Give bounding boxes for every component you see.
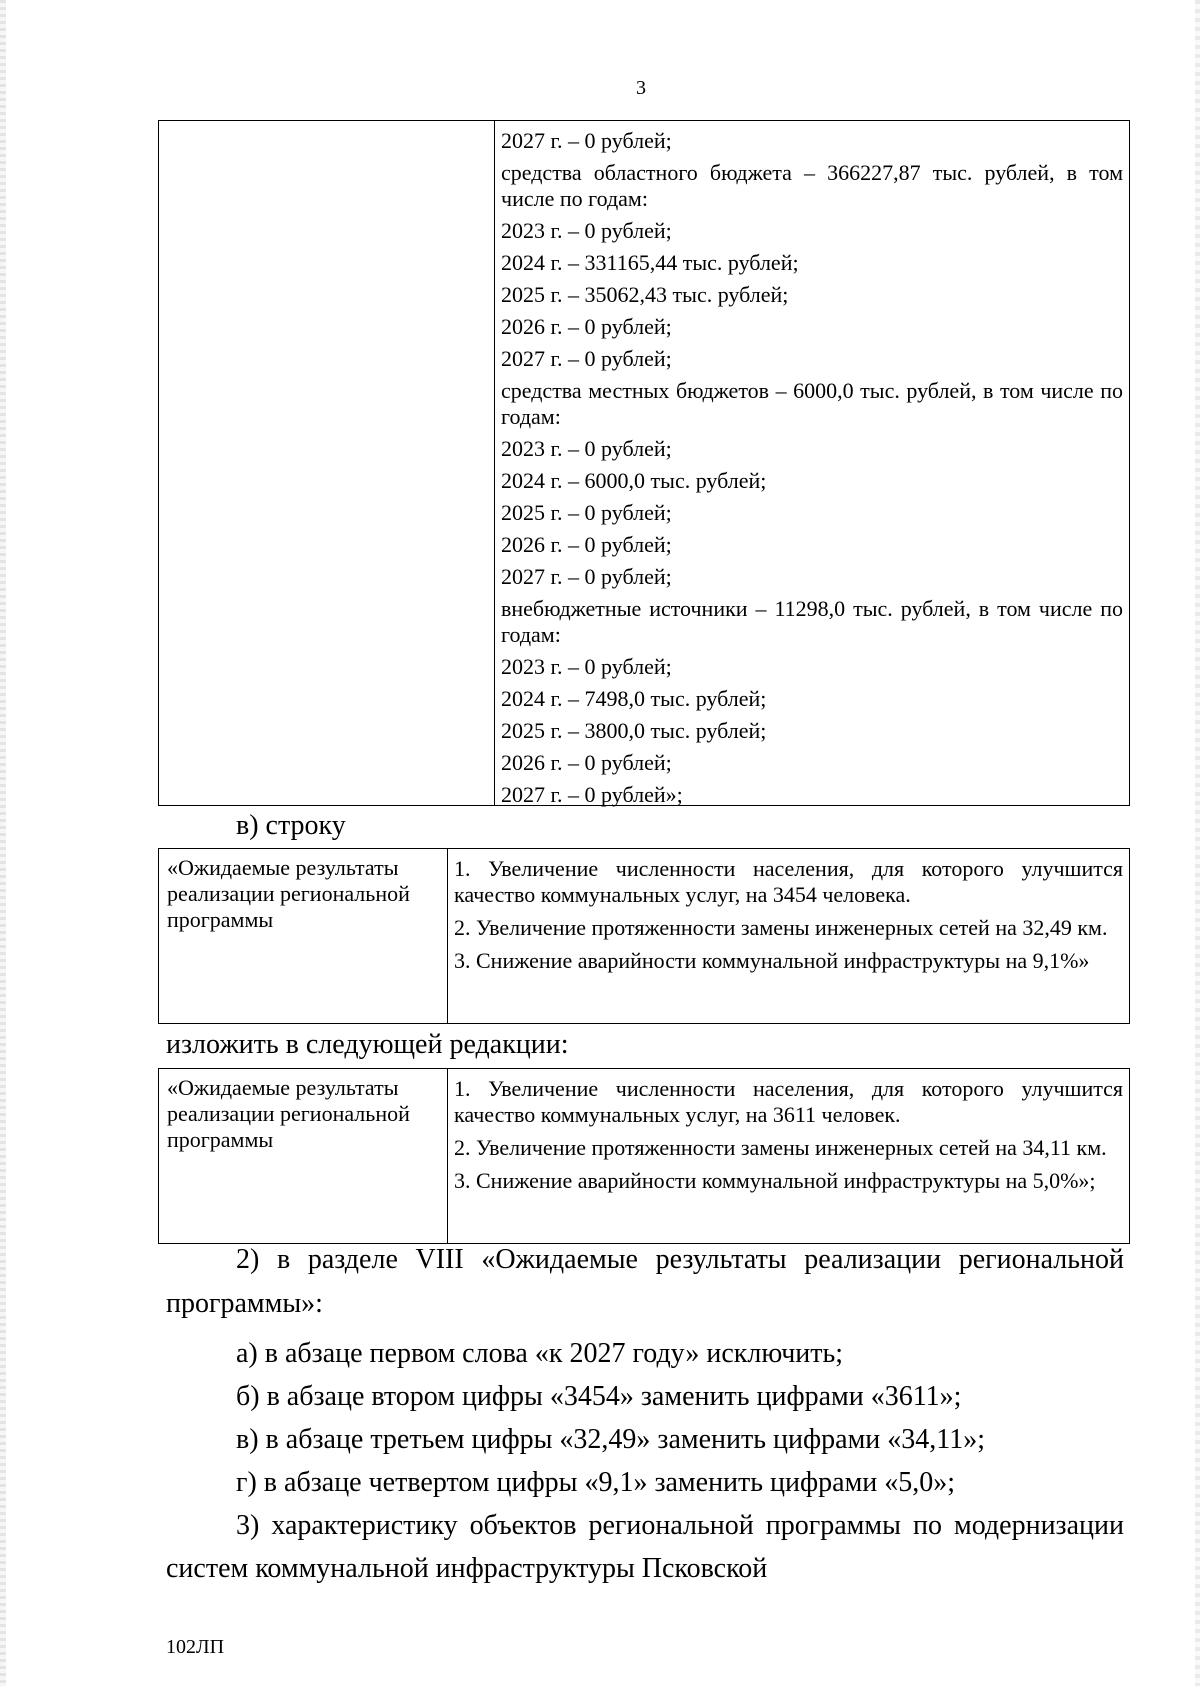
funding-line: 2024 г. – 331165,44 тыс. рублей; — [501, 250, 799, 275]
funding-line: 2024 г. – 7498,0 тыс. рублей; — [501, 686, 767, 711]
funding-line: 2023 г. – 0 рублей; — [501, 436, 672, 461]
new-results-items — [448, 1069, 1129, 1243]
new-results-label: «Ожидаемые результаты реализации региональной программы — [159, 1069, 448, 1243]
new-result-item: 1. Увеличение численности населения, для которого улучшится качество коммунальных услуг, на 3611 человек. — [454, 1076, 1123, 1127]
funding-table-right-cell — [495, 121, 1129, 805]
funding-line: средства областного бюджета – 366227,87 тыс. рублей, в том числе по годам: — [501, 160, 1123, 211]
scan-edge-right — [1195, 0, 1200, 1686]
scan-edge-left — [0, 0, 6, 1686]
funding-line: 2027 г. – 0 рублей; — [501, 564, 672, 589]
funding-line: 2025 г. – 35062,43 тыс. рублей; — [501, 282, 789, 307]
funding-table — [158, 120, 1130, 806]
heading-row-reference: в) строку — [236, 810, 346, 841]
heading-new-edition: изложить в следующей редакции: — [166, 1029, 569, 1060]
amendment-item: а) в абзаце первом слова «к 2027 году» исключить; — [236, 1338, 844, 1369]
funding-line: 2026 г. – 0 рублей; — [501, 750, 672, 775]
old-result-item: 1. Увеличение численности населения, для которого улучшится качество коммунальных услуг, на 3454 человека. — [454, 856, 1123, 907]
funding-line: средства местных бюджетов – 6000,0 тыс. рублей, в том числе по годам: — [501, 378, 1123, 429]
funding-line: 2026 г. – 0 рублей; — [501, 314, 672, 339]
old-result-item: 3. Снижение аварийности коммунальной инфраструктуры на 9,1%» — [454, 948, 1090, 973]
funding-line: 2024 г. – 6000,0 тыс. рублей; — [501, 468, 767, 493]
amendment-item: г) в абзаце четвертом цифры «9,1» заменить цифрами «5,0»; — [236, 1467, 956, 1498]
amendment-item: в) в абзаце третьем цифры «32,49» заменить цифрами «34,11»; — [236, 1424, 986, 1455]
funding-line: 2023 г. – 0 рублей; — [501, 218, 672, 243]
funding-line: внебюджетные источники – 11298,0 тыс. рублей, в том числе по годам: — [501, 596, 1123, 647]
funding-line: 2023 г. – 0 рублей; — [501, 654, 672, 679]
paragraph-3: 3) характеристику объектов региональной программы по модернизации систем коммунальной инфраструктуры Псковской — [166, 1510, 1124, 1584]
funding-line: 2026 г. – 0 рублей; — [501, 532, 672, 557]
old-results-items — [448, 849, 1129, 1023]
funding-line: 2025 г. – 0 рублей; — [501, 500, 672, 525]
new-results-table — [158, 1068, 1130, 1244]
footer-document-code: 102ЛП — [166, 1636, 225, 1658]
old-results-label: «Ожидаемые результаты реализации региональной программы — [159, 849, 448, 1023]
paragraph-2: 2) в разделе VIII «Ожидаемые результаты реализации региональной программы»: — [166, 1244, 1124, 1319]
funding-table-left-cell — [159, 121, 495, 805]
old-results-table — [158, 848, 1130, 1024]
funding-line: 2027 г. – 0 рублей; — [501, 346, 672, 371]
funding-line: 2027 г. – 0 рублей; — [501, 128, 672, 153]
new-result-item: 2. Увеличение протяженности замены инженерных сетей на 34,11 км. — [454, 1135, 1107, 1160]
funding-line: 2025 г. – 3800,0 тыс. рублей; — [501, 718, 767, 743]
page-number: 3 — [636, 77, 646, 99]
old-result-item: 2. Увеличение протяженности замены инженерных сетей на 32,49 км. — [454, 915, 1108, 940]
amendment-item: б) в абзаце втором цифры «3454» заменить цифрами «3611»; — [236, 1381, 962, 1412]
funding-line: 2027 г. – 0 рублей»; — [501, 782, 683, 807]
new-result-item: 3. Снижение аварийности коммунальной инфраструктуры на 5,0%»; — [454, 1168, 1096, 1193]
amendment-section — [166, 1238, 1124, 1590]
